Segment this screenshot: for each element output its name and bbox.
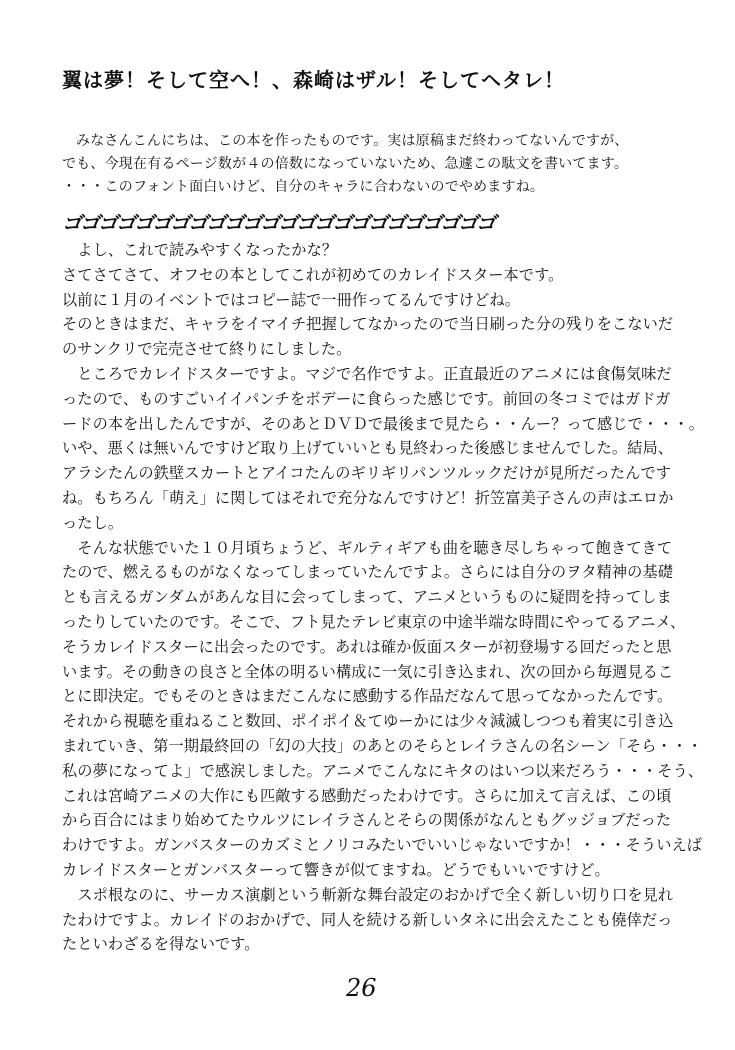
body-line: から百合にはまり始めてたウルツにレイラさんとそらの関係がなんともグッジョブだった xyxy=(62,811,672,830)
body-line: ね。もちろん「萌え」に関してはそれで充分なんですけど！折笠富美子さんの声はエロか xyxy=(62,488,674,507)
handwritten-line: みなさんこんにちは、この本を作ったものです。実は原稿まだ終わってないんですが、 xyxy=(76,133,629,149)
body-line: とに即決定。でもそのときはまだこんなに感動する作品だなんて思ってなかったんです。 xyxy=(62,687,673,706)
body-line: ったので、ものすごいイイパンチをボデーに食らった感じです。前回の冬コミではガドガ xyxy=(62,389,671,408)
body-line: それから視聴を重ねること数回、ポイポイ＆てゆーかには少々減滅しつつも着実に引き込 xyxy=(62,712,674,731)
body-line: わけですよ。ガンバスターのカズミとノリコみたいでいいじゃないですか！・・・そういえば xyxy=(62,836,703,855)
body-line: たわけですよ。カレイドのおかげで、同人を続ける新しいタネに出会えたことも僥倖だっ xyxy=(62,910,673,929)
handwritten-line: ・・・このフォント面白いけど、自分のキャラに合わないのでやめますね。 xyxy=(62,179,545,195)
body-line: ったし。 xyxy=(62,513,124,532)
body-line: スポ根なのに、サーカス演劇という斬新な舞台設定のおかげで全く新しい切り口を見れ xyxy=(62,885,674,904)
handwritten-line: でも、今現在有るページ数が４の倍数になっていないため、急遽この駄文を書いてます。 xyxy=(62,156,629,172)
body-line: これは宮崎アニメの大作にも匹敵する感動だったわけです。さらに加えて言えば、この頃 xyxy=(62,786,672,805)
body-line: います。その動きの良さと全体の明るい構成に一気に引き込まれ、次の回から毎週見るこ xyxy=(62,662,674,681)
body-line: そうカレイドスターに出会ったのです。あれは確か仮面スターが初登場する回だったと思 xyxy=(62,637,672,656)
body-line: 以前に１月のイベントではコピー誌で一冊作ってるんですけどね。 xyxy=(62,290,521,309)
body-line: カレイドスターとガンバスターって響きが似てますね。どうでもいいですけど。 xyxy=(62,860,610,879)
body-line: たので、燃えるものがなくなってしまっていたんですよ。さらには自分のヲタ精神の基礎 xyxy=(62,563,674,582)
body-line: さてさてさて、オフセの本としてこれが初めてのカレイドスター本です。 xyxy=(62,265,564,284)
handwritten-intro xyxy=(62,130,702,199)
body-line: 私の夢になってよ」で感涙しました。アニメでこんなにキタのはいつ以来だろう・・・そう、 xyxy=(62,761,704,780)
body-line: よし、これで読みやすくなったかな？ xyxy=(62,241,338,259)
scribble-sound-effect: ゴゴゴゴゴゴゴゴゴゴゴゴゴゴゴゴゴゴゴゴゴゴゴゴ xyxy=(62,211,494,235)
page-number: 26 xyxy=(346,974,377,1002)
body-line: とも言えるガンダムがあんな目に会ってしまって、アニメというものに疑問を持ってしま xyxy=(62,588,672,607)
body-line: のサンクリで完売させて終りにしました。 xyxy=(62,340,352,359)
body-line: ードの本を出したんですが、そのあとＤＶＤで最後まで見たら・・んー？って感じで・・・。 xyxy=(62,414,705,433)
body-text xyxy=(62,238,705,957)
body-line: アラシたんの鉄壁スカートとアイコたんのギリギリパンツルックだけが見所だったんです xyxy=(62,464,672,483)
body-line: まれていき、第一期最終回の「幻の大技」のあとのそらとレイラさんの名シーン「そら・・・ xyxy=(62,736,703,755)
body-line: いや、悪くは無いんですけど取り上げていいとも見終わった後感じませんでした。結局、 xyxy=(62,439,674,458)
body-line: そのときはまだ、キャラをイマイチ把握してなかったので当日刷った分の残りをこないだ xyxy=(62,315,674,334)
body-line: ったりしていたのです。そこで、フト見たテレビ東京の中途半端な時間にやってるアニメ、 xyxy=(62,612,686,631)
body-line: たといわざるを得ないです。 xyxy=(62,935,260,954)
body-line: そんな状態でいた１０月頃ちょうど、ギルティギアも曲を聴き尽しちゃって飽きてきて xyxy=(62,538,673,557)
body-line: ところでカレイドスターですよ。マジで名作ですよ。正直最近のアニメには食傷気味だ xyxy=(62,364,672,383)
page-title: 翼は夢！そして空へ！、森崎はザル！そしてヘタレ！ xyxy=(62,68,565,92)
